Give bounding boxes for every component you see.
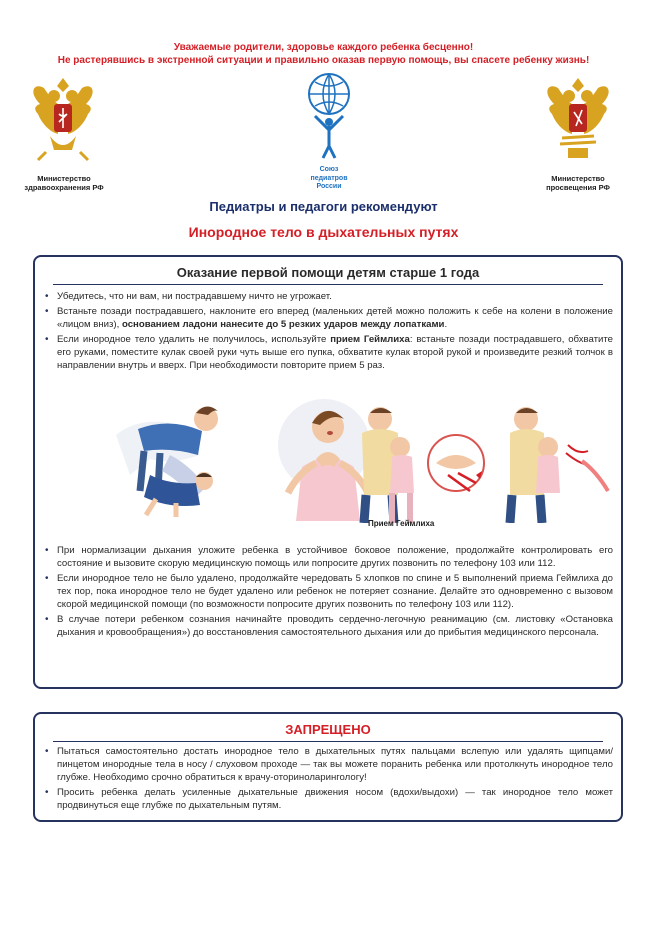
item-text: Если инородное тело не было удалено, продолжайте чередовать 5 хлопков по спине и 5 выполнений приема Геймлиха до тех пор, пока инородное тело не будет удалено или ребенок не потеряет сознание. Делайте это одновременно с вызовом скорой медицинской помощи (по возможности попросите других позвонить по телефону 103 или 112). — [57, 573, 613, 610]
item-text: Встаньте позади пострадавшего, наклоните его вперед (маленьких детей можно положить к себе на колени в положение «лицом вниз), — [57, 306, 613, 330]
list-item — [45, 786, 613, 812]
item-text: В случае потери ребенком сознания начинайте проводить сердечно-легочную реанимацию (см. листовку «Остановка дыхания и кровообращения») до восстановления самостоятельного дыхания или до прибытия медицинского персонала. — [57, 614, 613, 638]
ministry-education-emblem — [542, 74, 614, 170]
heimlich-illustration — [352, 405, 610, 523]
item-text: Если инородное тело удалить не получилось, используйте — [57, 334, 331, 345]
page-title: Инородное тело в дыхательных путях — [188, 224, 459, 240]
item-text: При нормализации дыхания уложите ребенка в устойчивое боковое положение, продолжайте контролировать его состояние и вызовите скорую медицинскую помощь или попросите других позвонить по телефону 103 или 112. — [57, 545, 613, 569]
caption-line: здравоохранения РФ — [24, 183, 104, 192]
item-emphasis: основанием ладони нанесите до 5 резких ударов между лопатками — [121, 319, 445, 330]
item-text: Пытаться самостоятельно достать инородное тело в дыхательных путях пальцами вслепую или удалять щипцами/пинцетом инородные тела в носу / слуховом проходе — так вы можете поранить ребенка или протолкнуть инородное тело глубже. Необходимо срочно обратиться к врачу-оториноларингологу! — [57, 746, 613, 783]
bullet-icon: • — [45, 334, 49, 345]
back-blows-picture — [110, 395, 230, 519]
bullet-icon: • — [45, 545, 49, 556]
item-text: . — [444, 319, 448, 330]
list-item — [45, 613, 613, 639]
heimlich-maneuver-picture — [352, 405, 610, 523]
first-aid-steps-bottom — [45, 544, 613, 641]
caption-line: Министерство — [551, 174, 605, 183]
item-text: Убедитесь, что ни вам, ни пострадавшему ничто не угрожает. — [57, 291, 332, 302]
caption-line: Союз — [319, 166, 339, 173]
bullet-icon: • — [45, 306, 49, 317]
first-aid-card — [33, 255, 623, 689]
caption-line: России — [316, 183, 342, 190]
heading-divider — [53, 284, 603, 285]
ministry-health-caption — [18, 174, 110, 192]
bullet-icon: • — [45, 746, 49, 757]
eagle-emblem-icon — [542, 74, 614, 170]
eagle-emblem-icon — [28, 74, 98, 170]
first-aid-steps-top — [45, 290, 613, 374]
globe-figure-icon — [305, 72, 353, 164]
caption-line: Министерство — [37, 174, 91, 183]
list-item — [45, 572, 613, 611]
appeal-line-1: Уважаемые родители, здоровье каждого ребенка бесценно! — [173, 42, 474, 53]
back-blows-illustration — [110, 395, 230, 519]
bullet-icon: • — [45, 291, 49, 302]
list-item — [45, 745, 613, 784]
forbidden-heading: ЗАПРЕЩЕНО — [285, 722, 371, 737]
caption-line: просвещения РФ — [546, 183, 610, 192]
bullet-icon: • — [45, 787, 49, 798]
bullet-icon: • — [45, 573, 49, 584]
item-text: Просить ребенка делать усиленные дыхательные движения носом (вдохи/выдохи) — так инородное тело может продвинуться еще глубже по дыхательным путям. — [57, 787, 613, 811]
heading-divider — [53, 741, 603, 742]
page-subtitle: Педиатры и педагоги рекомендуют — [209, 199, 438, 214]
caption-line: педиатров — [310, 174, 348, 182]
ministry-health-emblem — [28, 74, 98, 170]
forbidden-list — [45, 745, 613, 814]
forbidden-card — [33, 712, 623, 822]
list-item — [45, 305, 613, 331]
heimlich-caption: Прием Геймлиха — [368, 519, 435, 528]
item-emphasis: прием Геймлиха — [330, 334, 410, 345]
first-aid-heading: Оказание первой помощи детям старше 1 года — [176, 265, 480, 280]
list-item — [45, 290, 613, 303]
ministry-education-caption — [532, 174, 624, 192]
list-item — [45, 544, 613, 570]
bullet-icon: • — [45, 614, 49, 625]
pediatricians-union-caption — [296, 166, 362, 192]
list-item — [45, 333, 613, 372]
appeal-line-2: Не растерявшись в экстренной ситуации и правильно оказав первую помощь, вы спасете ребенку жизнь! — [57, 55, 590, 66]
item-text: : встаньте позади пострадавшего, обхватите его руками, поместите кулак своей руки чуть выше его пупка, обхватите кулак второй рукой и произведите резкий толчок в направлении внутрь и вверх. При необходимости повторите прием 5 раз. — [57, 334, 613, 371]
pediatricians-union-logo — [305, 72, 353, 164]
